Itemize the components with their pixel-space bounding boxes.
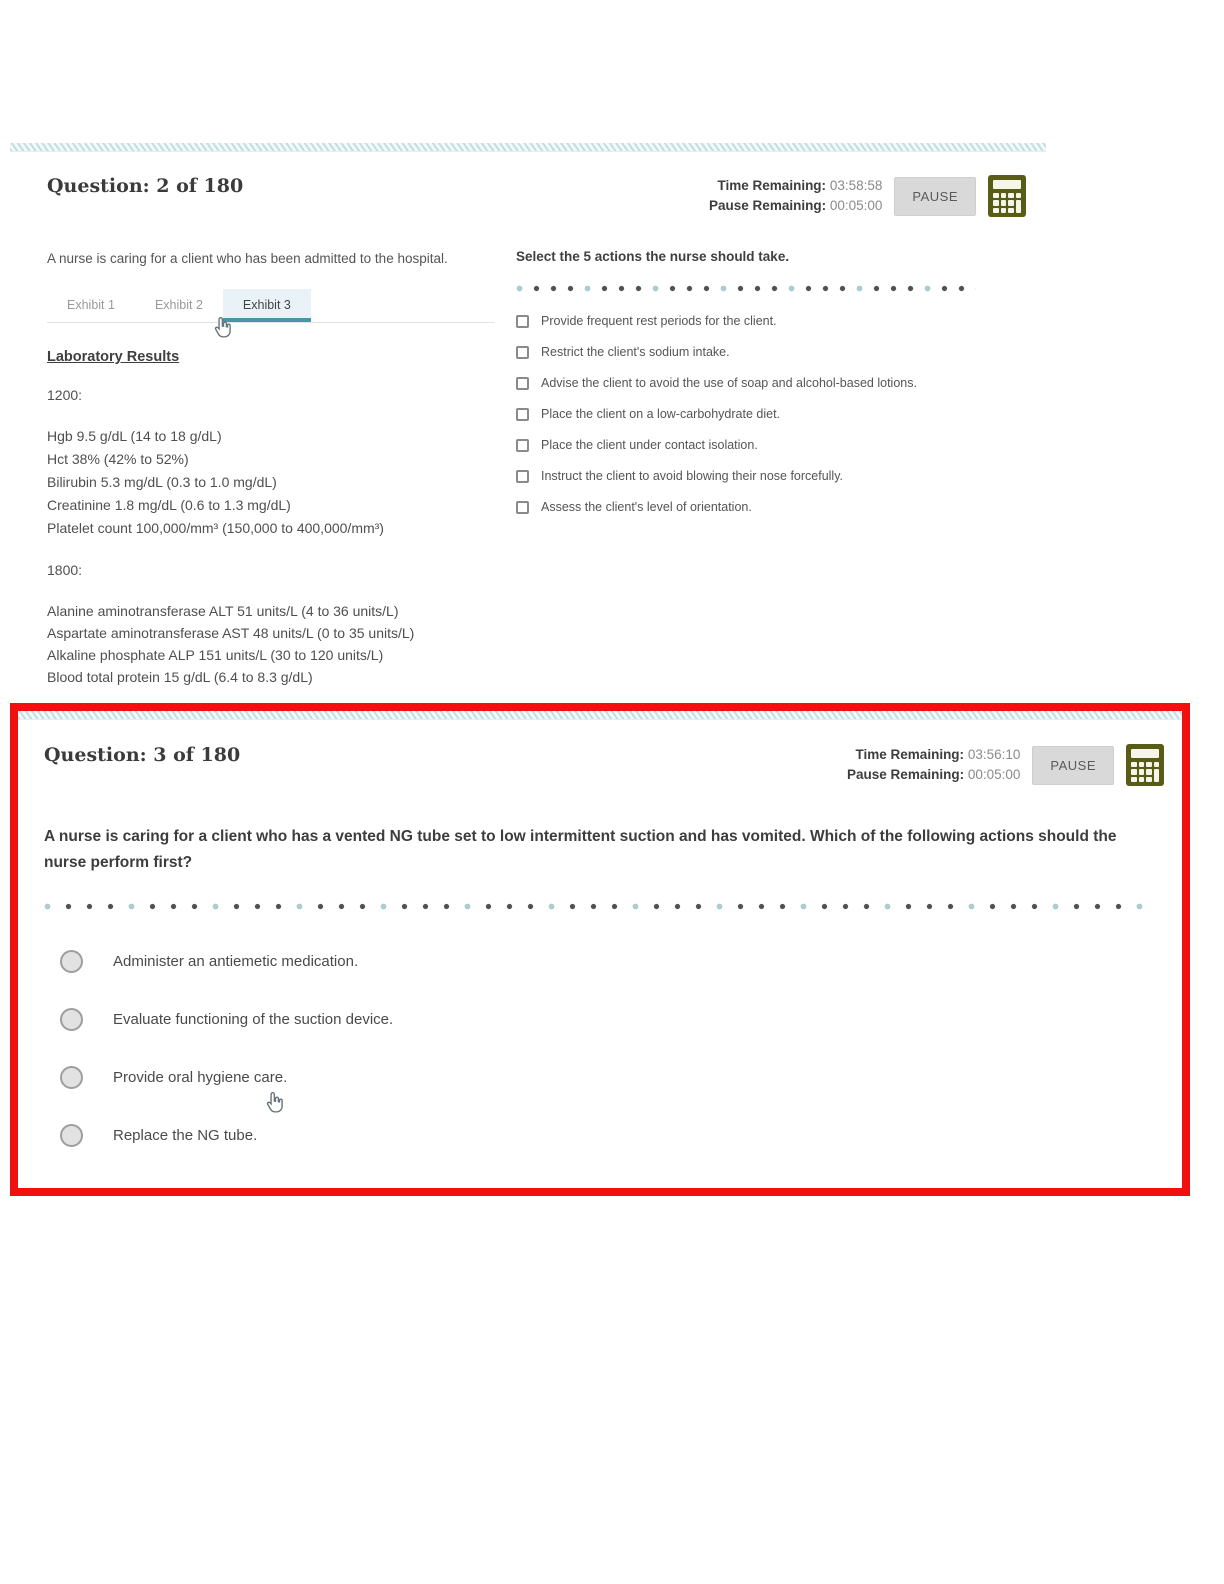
calculator-icon[interactable] (988, 175, 1026, 217)
timer-block (709, 176, 882, 216)
pause-remaining-label: Pause Remaining: (847, 767, 965, 782)
lab-line: Alanine aminotransferase ALT 51 units/L (4 to 36 units/L) (47, 603, 399, 619)
timer-block (847, 745, 1020, 785)
page-title: Question: 2 of 180 (47, 175, 244, 197)
pause-remaining-label: Pause Remaining: (709, 198, 827, 213)
question-2-right-column (516, 249, 984, 688)
lab-line: Alkaline phosphate ALP 151 units/L (30 to 120 units/L) (47, 647, 384, 663)
checkbox-option[interactable] (516, 376, 984, 390)
hatched-top-border (18, 711, 1182, 720)
radio-option-list (60, 932, 1182, 1164)
lab-line: Bilirubin 5.3 mg/dL (0.3 to 1.0 mg/dL) (47, 474, 277, 490)
calculator-screen (993, 180, 1021, 189)
exhibit-tabs (47, 289, 495, 323)
lab-time-1200: 1200: (47, 387, 83, 403)
radio-label: Evaluate functioning of the suction device. (113, 1010, 394, 1028)
lab-line: Hct 38% (42% to 52%) (47, 451, 189, 467)
hatched-top-border (10, 143, 1046, 152)
checkbox-option-list (516, 314, 984, 514)
checkbox-label: Restrict the client's sodium intake. (541, 345, 730, 359)
question-2-prompt: Select the 5 actions the nurse should take. (516, 249, 790, 264)
question-2-panel (10, 143, 1046, 688)
radio-option[interactable] (60, 990, 1182, 1048)
lab-line: Platelet count 100,000/mm³ (150,000 to 400,000/mm³) (47, 520, 384, 536)
dotted-divider (516, 285, 976, 292)
radio-label: Replace the NG tube. (113, 1126, 258, 1144)
radio-button-icon[interactable] (60, 1124, 83, 1147)
question-3-header (18, 720, 1182, 786)
checkbox-icon[interactable] (516, 470, 529, 483)
checkbox-option[interactable] (516, 314, 984, 328)
tab-exhibit-1[interactable]: Exhibit 1 (67, 298, 115, 312)
tab-exhibit-3[interactable]: Exhibit 3 (223, 289, 311, 322)
question-2-header (10, 152, 1046, 217)
calculator-icon[interactable] (1126, 744, 1164, 786)
radio-label: Provide oral hygiene care. (113, 1068, 288, 1086)
checkbox-label: Place the client on a low-carbohydrate diet. (541, 407, 781, 421)
time-remaining-value: 03:56:10 (967, 747, 1021, 762)
question-2-left-column (47, 249, 495, 688)
time-remaining-value: 03:58:58 (829, 178, 883, 193)
checkbox-icon[interactable] (516, 501, 529, 514)
lab-results-1200 (47, 425, 495, 540)
radio-button-icon[interactable] (60, 1008, 83, 1031)
checkbox-option[interactable] (516, 500, 984, 514)
question-3-panel-highlighted (10, 703, 1190, 1196)
pause-button[interactable]: PAUSE (1032, 746, 1114, 785)
checkbox-option[interactable] (516, 469, 984, 483)
lab-time-1800: 1800: (47, 562, 83, 578)
lab-line: Hgb 9.5 g/dL (14 to 18 g/dL) (47, 428, 222, 444)
exhibit-heading: Laboratory Results (47, 349, 180, 365)
pause-button[interactable]: PAUSE (894, 177, 976, 216)
radio-option[interactable] (60, 932, 1182, 990)
pause-remaining-value: 00:05:00 (967, 767, 1021, 782)
checkbox-icon[interactable] (516, 439, 529, 452)
tab-exhibit-2[interactable]: Exhibit 2 (154, 298, 203, 312)
time-remaining-label: Time Remaining: (717, 178, 827, 193)
lab-results-1800 (47, 600, 495, 688)
pause-remaining-value: 00:05:00 (829, 198, 883, 213)
checkbox-label: Place the client under contact isolation. (541, 438, 758, 452)
time-remaining-label: Time Remaining: (855, 747, 965, 762)
radio-button-icon[interactable] (60, 950, 83, 973)
calculator-keys (993, 193, 1021, 213)
question-3-stem: A nurse is caring for a client who has a vented NG tube set to low intermittent suction and has vomited. Which of the following actions should the nurse perform first? (44, 828, 1117, 871)
checkbox-option[interactable] (516, 407, 984, 421)
checkbox-option[interactable] (516, 345, 984, 359)
calculator-keys (1131, 762, 1159, 782)
checkbox-icon[interactable] (516, 346, 529, 359)
checkbox-label: Provide frequent rest periods for the client. (541, 314, 777, 328)
radio-option[interactable] (60, 1048, 1182, 1106)
question-2-stem: A nurse is caring for a client who has been admitted to the hospital. (47, 251, 448, 266)
checkbox-option[interactable] (516, 438, 984, 452)
exhibit-content (47, 349, 495, 688)
page-title: Question: 3 of 180 (44, 744, 241, 766)
checkbox-label: Advise the client to avoid the use of soap and alcohol-based lotions. (541, 376, 917, 390)
checkbox-label: Assess the client's level of orientation. (541, 500, 752, 514)
dotted-divider (44, 903, 1156, 910)
radio-button-icon[interactable] (60, 1066, 83, 1089)
lab-line: Aspartate aminotransferase AST 48 units/L (0 to 35 units/L) (47, 625, 415, 641)
checkbox-icon[interactable] (516, 377, 529, 390)
radio-label: Administer an antiemetic medication. (113, 952, 359, 970)
radio-option[interactable] (60, 1106, 1182, 1164)
lab-line: Blood total protein 15 g/dL (6.4 to 8.3 g/dL) (47, 669, 313, 685)
checkbox-label: Instruct the client to avoid blowing their nose forcefully. (541, 469, 844, 483)
checkbox-icon[interactable] (516, 315, 529, 328)
calculator-screen (1131, 749, 1159, 758)
checkbox-icon[interactable] (516, 408, 529, 421)
lab-line: Creatinine 1.8 mg/dL (0.6 to 1.3 mg/dL) (47, 497, 291, 513)
